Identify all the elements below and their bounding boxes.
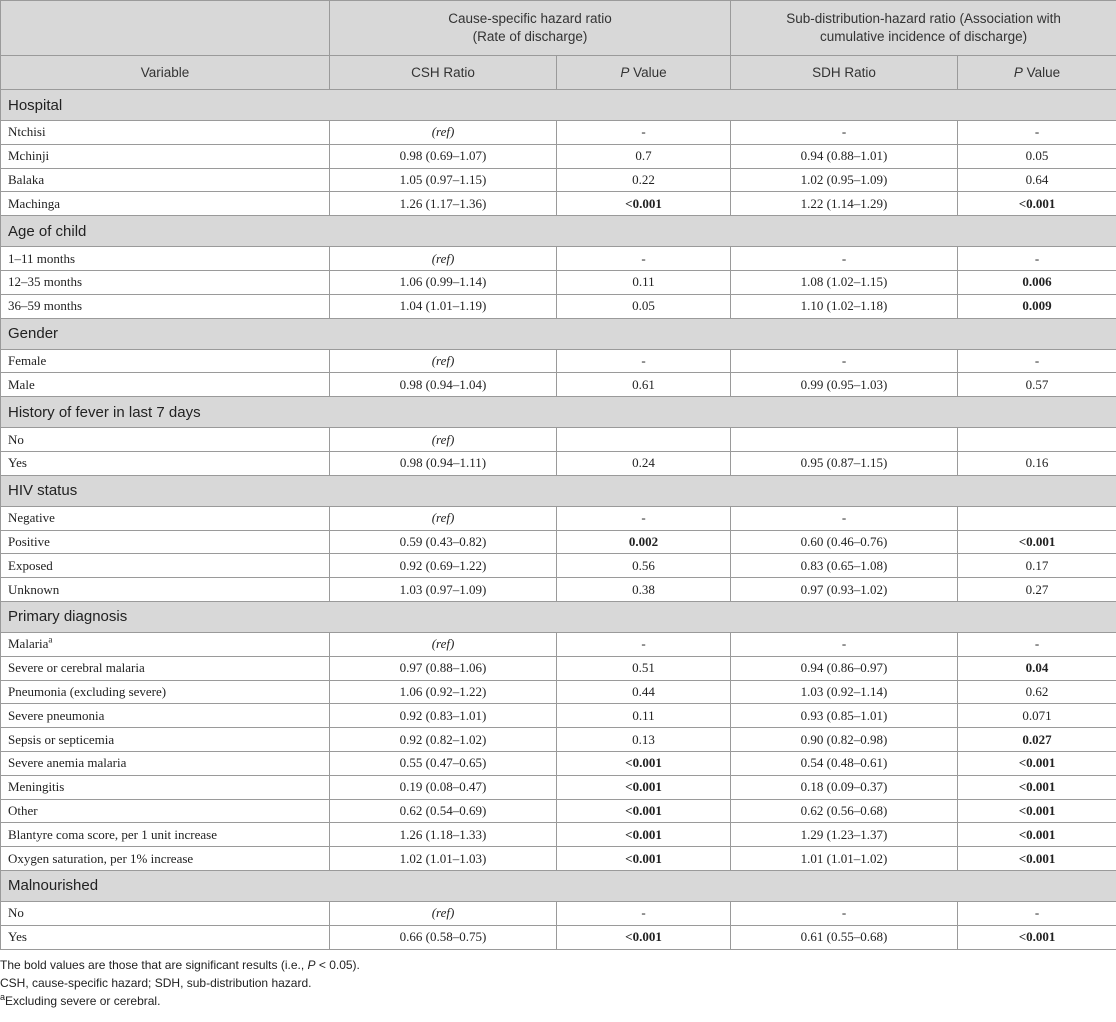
csh-ratio-cell: 1.05 (0.97–1.15)	[330, 168, 557, 192]
header-sdh-p-value: P Value	[958, 56, 1116, 90]
sdh-ratio-cell: -	[731, 247, 958, 271]
variable-cell	[1, 901, 330, 925]
sdh-ratio-cell: 0.97 (0.93–1.02)	[731, 578, 958, 602]
variable-label: No	[8, 431, 24, 447]
csh-p-value-cell: <0.001	[557, 823, 731, 847]
sdh-ratio-cell: 0.18 (0.09–0.37)	[731, 775, 958, 799]
sdh-p-value-cell: <0.001	[958, 799, 1116, 823]
variable-label: Severe or cerebral malaria	[8, 660, 145, 676]
sdh-p-value-cell: 0.64	[958, 168, 1116, 192]
csh-p-value-cell: <0.001	[557, 775, 731, 799]
variable-cell	[1, 554, 330, 578]
section-header-row	[1, 397, 1116, 428]
variable-cell	[1, 728, 330, 752]
csh-ratio-cell: 1.04 (1.01–1.19)	[330, 294, 557, 318]
sdh-ratio-cell: -	[731, 349, 958, 373]
sdh-ratio-cell: 0.61 (0.55–0.68)	[731, 925, 958, 949]
table-row	[1, 373, 1116, 397]
csh-ratio-cell: 1.03 (0.97–1.09)	[330, 578, 557, 602]
csh-ratio-cell: 0.19 (0.08–0.47)	[330, 775, 557, 799]
sdh-p-value-cell	[958, 506, 1116, 530]
sdh-p-value-cell: <0.001	[958, 192, 1116, 216]
table-row	[1, 751, 1116, 775]
sdh-p-value-cell: 0.04	[958, 656, 1116, 680]
sdh-ratio-cell: 1.22 (1.14–1.29)	[731, 192, 958, 216]
variable-label: Meningitis	[8, 779, 65, 795]
variable-cell	[1, 578, 330, 602]
section-title: Malnourished	[1, 870, 1116, 901]
variable-label: Positive	[8, 533, 50, 549]
sdh-ratio-cell: 0.93 (0.85–1.01)	[731, 704, 958, 728]
section-header-row	[1, 216, 1116, 247]
header-empty-cell	[1, 1, 330, 56]
csh-p-value-cell: 0.61	[557, 373, 731, 397]
csh-ratio-cell: (ref)	[330, 121, 557, 145]
variable-cell	[1, 632, 330, 656]
csh-p-value-cell: -	[557, 632, 731, 656]
variable-label: Negative	[8, 510, 55, 526]
csh-ratio-cell: (ref)	[330, 349, 557, 373]
table-row	[1, 632, 1116, 656]
sdh-p-value-cell: -	[958, 632, 1116, 656]
sdh-p-value-cell: -	[958, 247, 1116, 271]
header-sdh-ratio: SDH Ratio	[731, 56, 958, 90]
sdh-ratio-cell: 0.90 (0.82–0.98)	[731, 728, 958, 752]
sdh-p-value-cell: 0.57	[958, 373, 1116, 397]
csh-ratio-cell: 1.06 (0.99–1.14)	[330, 270, 557, 294]
csh-ratio-cell: 0.98 (0.94–1.04)	[330, 373, 557, 397]
sdh-p-value-cell: 0.071	[958, 704, 1116, 728]
sdh-ratio-cell: -	[731, 901, 958, 925]
sdh-p-value-cell: 0.027	[958, 728, 1116, 752]
csh-ratio-cell: (ref)	[330, 632, 557, 656]
csh-p-value-cell: 0.002	[557, 530, 731, 554]
variable-label: Other	[8, 802, 38, 818]
sdh-p-value-cell	[958, 428, 1116, 452]
variable-label: Oxygen saturation, per 1% increase	[8, 850, 194, 866]
section-title: HIV status	[1, 475, 1116, 506]
section-title: Age of child	[1, 216, 1116, 247]
variable-label: 36–59 months	[8, 298, 83, 314]
table-row	[1, 506, 1116, 530]
header-group-row	[1, 1, 1116, 56]
header-column-row	[1, 56, 1116, 90]
csh-p-value-cell: 0.22	[557, 168, 731, 192]
section-header-row	[1, 475, 1116, 506]
variable-cell	[1, 428, 330, 452]
sdh-ratio-cell: 1.29 (1.23–1.37)	[731, 823, 958, 847]
variable-cell	[1, 121, 330, 145]
sdh-p-value-cell: 0.62	[958, 680, 1116, 704]
csh-ratio-cell: (ref)	[330, 247, 557, 271]
table-row	[1, 247, 1116, 271]
variable-label: Machinga	[8, 195, 60, 211]
variable-cell	[1, 451, 330, 475]
csh-p-value-cell: <0.001	[557, 799, 731, 823]
variable-label: Yes	[8, 455, 27, 471]
variable-label: Sepsis or septicemia	[8, 731, 115, 747]
section-header-row	[1, 870, 1116, 901]
table-row	[1, 925, 1116, 949]
sdh-ratio-cell: 1.10 (1.02–1.18)	[731, 294, 958, 318]
csh-p-value-cell: 0.38	[557, 578, 731, 602]
csh-p-value-cell: 0.56	[557, 554, 731, 578]
sdh-ratio-cell: 0.54 (0.48–0.61)	[731, 751, 958, 775]
variable-cell	[1, 530, 330, 554]
sdh-p-value-cell: 0.009	[958, 294, 1116, 318]
variable-cell	[1, 270, 330, 294]
csh-ratio-cell: (ref)	[330, 428, 557, 452]
sdh-ratio-cell: 0.60 (0.46–0.76)	[731, 530, 958, 554]
section-title: Primary diagnosis	[1, 601, 1116, 632]
variable-cell	[1, 192, 330, 216]
variable-cell	[1, 799, 330, 823]
footnote-marker: a	[48, 635, 53, 646]
sdh-p-value-cell: -	[958, 121, 1116, 145]
sdh-p-value-cell: <0.001	[958, 775, 1116, 799]
variable-cell	[1, 775, 330, 799]
sdh-ratio-cell: 0.95 (0.87–1.15)	[731, 451, 958, 475]
csh-ratio-cell: (ref)	[330, 901, 557, 925]
csh-ratio-cell: 0.98 (0.69–1.07)	[330, 144, 557, 168]
variable-label: Pneumonia (excluding severe)	[8, 683, 167, 699]
variable-cell	[1, 506, 330, 530]
variable-label: Ntchisi	[8, 124, 46, 140]
sdh-p-value-cell: 0.16	[958, 451, 1116, 475]
table-row	[1, 704, 1116, 728]
csh-p-value-cell: -	[557, 506, 731, 530]
variable-label: Male	[8, 376, 35, 392]
variable-label: Unknown	[8, 581, 60, 597]
csh-ratio-cell: 0.59 (0.43–0.82)	[330, 530, 557, 554]
csh-ratio-cell: (ref)	[330, 506, 557, 530]
table-row	[1, 680, 1116, 704]
section-title: History of fever in last 7 days	[1, 397, 1116, 428]
csh-p-value-cell: <0.001	[557, 192, 731, 216]
sdh-p-value-cell: 0.17	[958, 554, 1116, 578]
section-title: Hospital	[1, 90, 1116, 121]
csh-p-value-cell: 0.11	[557, 704, 731, 728]
variable-cell	[1, 704, 330, 728]
csh-p-value-cell: -	[557, 121, 731, 145]
table-row	[1, 578, 1116, 602]
table-row	[1, 451, 1116, 475]
variable-cell	[1, 680, 330, 704]
csh-ratio-cell: 0.66 (0.58–0.75)	[330, 925, 557, 949]
csh-ratio-cell: 0.92 (0.69–1.22)	[330, 554, 557, 578]
table-row	[1, 270, 1116, 294]
sdh-ratio-cell: -	[731, 121, 958, 145]
table-row	[1, 294, 1116, 318]
csh-ratio-cell: 1.02 (1.01–1.03)	[330, 847, 557, 871]
csh-ratio-cell: 0.92 (0.83–1.01)	[330, 704, 557, 728]
footnote-abbreviations: CSH, cause-specific hazard; SDH, sub-distribution hazard.	[0, 975, 312, 990]
variable-label: Balaka	[8, 171, 45, 187]
csh-ratio-cell: 1.26 (1.18–1.33)	[330, 823, 557, 847]
sdh-p-value-cell: 0.006	[958, 270, 1116, 294]
table-row	[1, 554, 1116, 578]
csh-ratio-cell: 1.26 (1.17–1.36)	[330, 192, 557, 216]
section-header-row	[1, 601, 1116, 632]
header-csh-group: Cause-specific hazard ratio (Rate of discharge)	[330, 1, 731, 56]
variable-cell	[1, 823, 330, 847]
table-row	[1, 168, 1116, 192]
sdh-p-value-cell: -	[958, 349, 1116, 373]
header-csh-p-value: P Value	[557, 56, 731, 90]
sdh-p-value-cell: -	[958, 901, 1116, 925]
csh-p-value-cell: <0.001	[557, 751, 731, 775]
variable-cell	[1, 294, 330, 318]
variable-label: Malaria	[8, 636, 49, 652]
variable-cell	[1, 925, 330, 949]
sdh-ratio-cell: 1.03 (0.92–1.14)	[731, 680, 958, 704]
sdh-ratio-cell: 1.02 (0.95–1.09)	[731, 168, 958, 192]
csh-p-value-cell: 0.24	[557, 451, 731, 475]
sdh-p-value-cell: <0.001	[958, 823, 1116, 847]
section-title: Gender	[1, 318, 1116, 349]
table-row	[1, 192, 1116, 216]
variable-label: Exposed	[8, 557, 53, 573]
csh-ratio-cell: 0.62 (0.54–0.69)	[330, 799, 557, 823]
table-row	[1, 428, 1116, 452]
sdh-ratio-cell	[731, 428, 958, 452]
table-row	[1, 901, 1116, 925]
csh-p-value-cell	[557, 428, 731, 452]
header-sdh-group: Sub-distribution-hazard ratio (Association with cumulative incidence of discharge)	[731, 1, 1116, 56]
table-row	[1, 144, 1116, 168]
table-row	[1, 823, 1116, 847]
variable-cell	[1, 247, 330, 271]
sdh-ratio-cell: -	[731, 506, 958, 530]
variable-label: Mchinji	[8, 148, 50, 164]
variable-label: Severe pneumonia	[8, 707, 105, 723]
sdh-p-value-cell: <0.001	[958, 925, 1116, 949]
footnote-a: $^a$Excluding severe or cerebral.	[0, 991, 161, 1008]
csh-p-value-cell: 0.51	[557, 656, 731, 680]
variable-cell	[1, 656, 330, 680]
variable-label: Female	[8, 352, 47, 368]
table-row	[1, 530, 1116, 554]
table-row	[1, 728, 1116, 752]
csh-p-value-cell: <0.001	[557, 925, 731, 949]
variable-cell	[1, 349, 330, 373]
csh-p-value-cell: 0.05	[557, 294, 731, 318]
sdh-ratio-cell: 1.01 (1.01–1.02)	[731, 847, 958, 871]
variable-cell	[1, 847, 330, 871]
variable-cell	[1, 751, 330, 775]
csh-p-value-cell: -	[557, 349, 731, 373]
sdh-p-value-cell: <0.001	[958, 751, 1116, 775]
sdh-p-value-cell: 0.27	[958, 578, 1116, 602]
table-row	[1, 656, 1116, 680]
variable-label: Blantyre coma score, per 1 unit increase	[8, 826, 217, 842]
sdh-ratio-cell: 0.62 (0.56–0.68)	[731, 799, 958, 823]
sdh-p-value-cell: <0.001	[958, 847, 1116, 871]
header-csh-ratio: CSH Ratio	[330, 56, 557, 90]
table-footnotes	[0, 950, 1116, 1010]
csh-ratio-cell: 0.97 (0.88–1.06)	[330, 656, 557, 680]
table-row	[1, 775, 1116, 799]
variable-label: 12–35 months	[8, 274, 83, 290]
variable-cell	[1, 373, 330, 397]
sdh-p-value-cell: 0.05	[958, 144, 1116, 168]
variable-cell	[1, 168, 330, 192]
csh-p-value-cell: -	[557, 247, 731, 271]
csh-ratio-cell: 1.06 (0.92–1.22)	[330, 680, 557, 704]
csh-p-value-cell: 0.11	[557, 270, 731, 294]
variable-label: 1–11 months	[8, 250, 76, 266]
csh-p-value-cell: -	[557, 901, 731, 925]
header-variable: Variable	[1, 56, 330, 90]
table-row	[1, 847, 1116, 871]
sdh-ratio-cell: 0.94 (0.86–0.97)	[731, 656, 958, 680]
csh-ratio-cell: 0.55 (0.47–0.65)	[330, 751, 557, 775]
variable-label: No	[8, 905, 24, 921]
csh-ratio-cell: 0.98 (0.94–1.11)	[330, 451, 557, 475]
sdh-ratio-cell: -	[731, 632, 958, 656]
csh-p-value-cell: 0.13	[557, 728, 731, 752]
sdh-ratio-cell: 0.99 (0.95–1.03)	[731, 373, 958, 397]
footnote-bold: The bold values are those that are significant results (i.e., P < 0.05).	[0, 957, 360, 972]
table-row	[1, 349, 1116, 373]
section-header-row	[1, 318, 1116, 349]
sdh-ratio-cell: 0.83 (0.65–1.08)	[731, 554, 958, 578]
sdh-p-value-cell: <0.001	[958, 530, 1116, 554]
csh-p-value-cell: 0.44	[557, 680, 731, 704]
variable-label: Yes	[8, 929, 27, 945]
sdh-ratio-cell: 0.94 (0.88–1.01)	[731, 144, 958, 168]
section-header-row	[1, 90, 1116, 121]
csh-p-value-cell: <0.001	[557, 847, 731, 871]
variable-cell	[1, 144, 330, 168]
variable-label: Severe anemia malaria	[8, 755, 127, 771]
table-row	[1, 799, 1116, 823]
csh-ratio-cell: 0.92 (0.82–1.02)	[330, 728, 557, 752]
csh-p-value-cell: 0.7	[557, 144, 731, 168]
sdh-ratio-cell: 1.08 (1.02–1.15)	[731, 270, 958, 294]
table-row	[1, 121, 1116, 145]
